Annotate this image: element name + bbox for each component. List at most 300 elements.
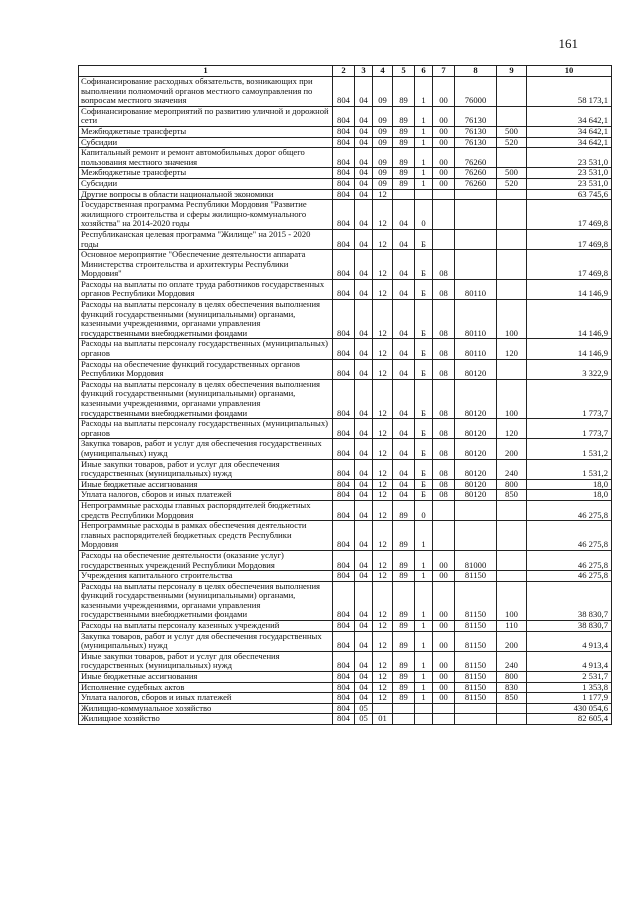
- cell-expense-type: [497, 550, 527, 570]
- cell-amount: 58 173,1: [527, 77, 612, 107]
- table-row: [79, 459, 612, 479]
- cell-amount: 63 745,6: [527, 189, 612, 200]
- cell-section: 04: [355, 479, 373, 490]
- cell-amount: 4 913,4: [527, 651, 612, 671]
- cell-expense-type: [497, 106, 527, 126]
- cell-subprogram: 1: [415, 571, 433, 582]
- cell-program: 89: [393, 168, 415, 179]
- cell-activity: 00: [433, 106, 455, 126]
- cell-section: 04: [355, 168, 373, 179]
- cell-subsection: 12: [373, 189, 393, 200]
- cell-name: Расходы на выплаты персоналу казенных учреждений: [79, 621, 333, 632]
- cell-name: Иные закупки товаров, работ и услуг для обеспечения государственных (муниципальных) нужд: [79, 459, 333, 479]
- cell-activity: 08: [433, 490, 455, 501]
- cell-expense-type: [497, 229, 527, 249]
- cell-program: 04: [393, 459, 415, 479]
- cell-program: 89: [393, 126, 415, 137]
- cell-admin-code: 804: [333, 703, 355, 714]
- cell-direction: [455, 189, 497, 200]
- cell-direction: [455, 200, 497, 230]
- cell-amount: 38 830,7: [527, 581, 612, 620]
- cell-expense-type: 100: [497, 300, 527, 339]
- cell-activity: [433, 229, 455, 249]
- table-row: [79, 229, 612, 249]
- cell-activity: [433, 189, 455, 200]
- table-row: [79, 714, 612, 725]
- cell-activity: 08: [433, 379, 455, 418]
- cell-subsection: 09: [373, 106, 393, 126]
- cell-subsection: 09: [373, 126, 393, 137]
- cell-admin-code: 804: [333, 439, 355, 459]
- cell-program: 04: [393, 479, 415, 490]
- cell-name: Государственная программа Республики Мордовия "Развитие жилищного строительства и сферы жилищно-коммунального хозяйства" на 2014-2020 годы: [79, 200, 333, 230]
- cell-subprogram: 1: [415, 77, 433, 107]
- cell-admin-code: 804: [333, 714, 355, 725]
- cell-subsection: 09: [373, 168, 393, 179]
- cell-subsection: 12: [373, 490, 393, 501]
- cell-subprogram: Б: [415, 379, 433, 418]
- header-cell: 4: [373, 66, 393, 77]
- table-row: [79, 621, 612, 632]
- cell-direction: 80120: [455, 490, 497, 501]
- cell-subsection: 12: [373, 651, 393, 671]
- cell-section: 04: [355, 682, 373, 693]
- cell-subsection: 12: [373, 439, 393, 459]
- cell-subsection: 12: [373, 419, 393, 439]
- cell-amount: 3 322,9: [527, 359, 612, 379]
- cell-section: 04: [355, 137, 373, 148]
- cell-activity: 08: [433, 279, 455, 299]
- table-row: [79, 500, 612, 520]
- cell-amount: 82 605,4: [527, 714, 612, 725]
- cell-amount: 17 469,8: [527, 229, 612, 249]
- cell-admin-code: 804: [333, 490, 355, 501]
- cell-subsection: 12: [373, 379, 393, 418]
- cell-admin-code: 804: [333, 682, 355, 693]
- cell-name: Капитальный ремонт и ремонт автомобильных дорог общего пользования местного значения: [79, 148, 333, 168]
- cell-subsection: 12: [373, 200, 393, 230]
- cell-section: 04: [355, 571, 373, 582]
- cell-section: 04: [355, 439, 373, 459]
- cell-section: 04: [355, 126, 373, 137]
- cell-direction: 80120: [455, 479, 497, 490]
- cell-subprogram: 1: [415, 631, 433, 651]
- cell-admin-code: 804: [333, 168, 355, 179]
- cell-subprogram: 1: [415, 168, 433, 179]
- cell-subprogram: Б: [415, 250, 433, 280]
- cell-program: 89: [393, 137, 415, 148]
- cell-name: Межбюджетные трансферты: [79, 126, 333, 137]
- cell-subsection: 12: [373, 229, 393, 249]
- cell-activity: 08: [433, 419, 455, 439]
- table-row: [79, 550, 612, 570]
- cell-admin-code: 804: [333, 631, 355, 651]
- header-row: [79, 66, 612, 77]
- cell-name: Непрограммные расходы в рамках обеспечения деятельности главных распорядителей бюджетных средств Республики Мордовия: [79, 521, 333, 551]
- cell-amount: 1 531,2: [527, 439, 612, 459]
- cell-subprogram: 1: [415, 106, 433, 126]
- cell-admin-code: 804: [333, 459, 355, 479]
- cell-direction: 81150: [455, 571, 497, 582]
- cell-subprogram: 1: [415, 521, 433, 551]
- header-cell: 3: [355, 66, 373, 77]
- table-row: [79, 178, 612, 189]
- cell-admin-code: 804: [333, 419, 355, 439]
- cell-program: 89: [393, 550, 415, 570]
- cell-name: Непрограммные расходы главных распорядителей бюджетных средств Республики Мордовия: [79, 500, 333, 520]
- cell-program: 89: [393, 521, 415, 551]
- cell-subprogram: Б: [415, 339, 433, 359]
- cell-direction: 80120: [455, 459, 497, 479]
- cell-subprogram: Б: [415, 459, 433, 479]
- cell-program: 04: [393, 419, 415, 439]
- cell-subsection: 01: [373, 714, 393, 725]
- cell-activity: 08: [433, 300, 455, 339]
- cell-program: [393, 703, 415, 714]
- cell-name: Расходы на обеспечение функций государственных органов Республики Мордовия: [79, 359, 333, 379]
- cell-expense-type: 800: [497, 479, 527, 490]
- cell-section: 04: [355, 189, 373, 200]
- cell-section: 04: [355, 77, 373, 107]
- cell-admin-code: 804: [333, 77, 355, 107]
- cell-section: 04: [355, 621, 373, 632]
- cell-admin-code: 804: [333, 359, 355, 379]
- cell-program: 04: [393, 439, 415, 459]
- cell-expense-type: 200: [497, 631, 527, 651]
- cell-expense-type: [497, 714, 527, 725]
- cell-admin-code: 804: [333, 300, 355, 339]
- budget-table-container: [78, 65, 611, 725]
- cell-direction: 80110: [455, 300, 497, 339]
- cell-section: 05: [355, 714, 373, 725]
- table-row: [79, 77, 612, 107]
- cell-activity: [433, 500, 455, 520]
- cell-subprogram: 0: [415, 200, 433, 230]
- cell-amount: 23 531,0: [527, 148, 612, 168]
- cell-admin-code: 804: [333, 550, 355, 570]
- cell-activity: 00: [433, 137, 455, 148]
- cell-name: Уплата налогов, сборов и иных платежей: [79, 490, 333, 501]
- cell-subsection: 09: [373, 178, 393, 189]
- cell-section: 04: [355, 693, 373, 704]
- cell-admin-code: 804: [333, 339, 355, 359]
- cell-expense-type: 830: [497, 682, 527, 693]
- cell-name: Республиканская целевая программа "Жилище" на 2015 - 2020 годы: [79, 229, 333, 249]
- cell-admin-code: 804: [333, 571, 355, 582]
- cell-subprogram: Б: [415, 279, 433, 299]
- cell-direction: [455, 521, 497, 551]
- cell-amount: 38 830,7: [527, 621, 612, 632]
- table-row: [79, 250, 612, 280]
- cell-section: 04: [355, 339, 373, 359]
- cell-program: 89: [393, 500, 415, 520]
- cell-subprogram: 1: [415, 550, 433, 570]
- cell-expense-type: [497, 500, 527, 520]
- cell-program: 89: [393, 178, 415, 189]
- cell-subsection: 12: [373, 339, 393, 359]
- cell-admin-code: 804: [333, 200, 355, 230]
- cell-subprogram: 1: [415, 651, 433, 671]
- cell-subprogram: 1: [415, 581, 433, 620]
- cell-direction: 76000: [455, 77, 497, 107]
- cell-subsection: 12: [373, 621, 393, 632]
- cell-section: 04: [355, 550, 373, 570]
- table-row: [79, 189, 612, 200]
- cell-subprogram: 1: [415, 126, 433, 137]
- cell-admin-code: 804: [333, 693, 355, 704]
- cell-section: 04: [355, 581, 373, 620]
- cell-direction: 81150: [455, 682, 497, 693]
- cell-expense-type: 240: [497, 459, 527, 479]
- table-row: [79, 682, 612, 693]
- cell-admin-code: 804: [333, 229, 355, 249]
- cell-direction: 80110: [455, 339, 497, 359]
- cell-admin-code: 804: [333, 126, 355, 137]
- cell-activity: 08: [433, 250, 455, 280]
- cell-activity: 00: [433, 168, 455, 179]
- cell-expense-type: [497, 521, 527, 551]
- cell-direction: 80110: [455, 279, 497, 299]
- cell-section: 04: [355, 300, 373, 339]
- cell-subprogram: Б: [415, 419, 433, 439]
- cell-subsection: 12: [373, 571, 393, 582]
- cell-direction: 81150: [455, 581, 497, 620]
- table-row: [79, 581, 612, 620]
- table-row: [79, 631, 612, 651]
- cell-name: Расходы на выплаты персоналу государственных (муниципальных) органов: [79, 339, 333, 359]
- cell-section: 04: [355, 459, 373, 479]
- cell-subprogram: Б: [415, 300, 433, 339]
- table-row: [79, 490, 612, 501]
- header-cell: 10: [527, 66, 612, 77]
- budget-table: [78, 65, 612, 725]
- cell-subprogram: 1: [415, 148, 433, 168]
- cell-direction: 81000: [455, 550, 497, 570]
- cell-activity: 00: [433, 651, 455, 671]
- cell-activity: 00: [433, 550, 455, 570]
- cell-amount: 23 531,0: [527, 178, 612, 189]
- table-row: [79, 419, 612, 439]
- cell-program: 04: [393, 300, 415, 339]
- cell-subsection: 12: [373, 693, 393, 704]
- cell-direction: [455, 500, 497, 520]
- cell-admin-code: 804: [333, 479, 355, 490]
- cell-admin-code: 804: [333, 651, 355, 671]
- cell-amount: 46 275,8: [527, 521, 612, 551]
- header-cell: 8: [455, 66, 497, 77]
- cell-activity: 00: [433, 621, 455, 632]
- cell-direction: 76130: [455, 137, 497, 148]
- cell-section: 04: [355, 631, 373, 651]
- cell-expense-type: 520: [497, 137, 527, 148]
- cell-amount: 46 275,8: [527, 500, 612, 520]
- table-row: [79, 126, 612, 137]
- cell-expense-type: 120: [497, 419, 527, 439]
- cell-amount: 14 146,9: [527, 279, 612, 299]
- cell-program: 89: [393, 148, 415, 168]
- cell-subsection: 12: [373, 672, 393, 683]
- cell-subprogram: Б: [415, 490, 433, 501]
- cell-amount: 1 353,8: [527, 682, 612, 693]
- cell-amount: 34 642,1: [527, 126, 612, 137]
- table-row: [79, 479, 612, 490]
- cell-subsection: 09: [373, 137, 393, 148]
- cell-admin-code: 804: [333, 189, 355, 200]
- cell-expense-type: 850: [497, 693, 527, 704]
- cell-name: Расходы на обеспечение деятельности (оказание услуг) государственных учреждений Республики Мордовия: [79, 550, 333, 570]
- cell-direction: 76130: [455, 106, 497, 126]
- cell-program: 89: [393, 693, 415, 704]
- cell-name: Расходы на выплаты персоналу в целях обеспечения выполнения функций государственными (муниципальными) органами, казенными учреждениями, органами управления государственными внебюджетными фондами: [79, 300, 333, 339]
- cell-program: 04: [393, 490, 415, 501]
- cell-name: Межбюджетные трансферты: [79, 168, 333, 179]
- cell-activity: 00: [433, 682, 455, 693]
- cell-section: 04: [355, 521, 373, 551]
- cell-admin-code: 804: [333, 581, 355, 620]
- cell-subsection: 12: [373, 682, 393, 693]
- cell-name: Иные закупки товаров, работ и услуг для обеспечения государственных (муниципальных) нужд: [79, 651, 333, 671]
- cell-section: 04: [355, 490, 373, 501]
- cell-admin-code: 804: [333, 379, 355, 418]
- cell-amount: 23 531,0: [527, 168, 612, 179]
- cell-program: 04: [393, 250, 415, 280]
- cell-section: 04: [355, 379, 373, 418]
- cell-expense-type: 500: [497, 168, 527, 179]
- header-cell: 6: [415, 66, 433, 77]
- header-cell: 2: [333, 66, 355, 77]
- cell-subprogram: [415, 189, 433, 200]
- cell-name: Жилищное хозяйство: [79, 714, 333, 725]
- cell-subprogram: [415, 703, 433, 714]
- cell-subsection: 09: [373, 148, 393, 168]
- cell-section: 04: [355, 200, 373, 230]
- cell-name: Закупка товаров, работ и услуг для обеспечения государственных (муниципальных) нужд: [79, 439, 333, 459]
- cell-activity: [433, 521, 455, 551]
- cell-expense-type: 850: [497, 490, 527, 501]
- cell-section: 04: [355, 106, 373, 126]
- cell-activity: 00: [433, 178, 455, 189]
- cell-direction: [455, 229, 497, 249]
- cell-program: 89: [393, 621, 415, 632]
- table-row: [79, 359, 612, 379]
- cell-section: 04: [355, 500, 373, 520]
- cell-name: Расходы на выплаты по оплате труда работников государственных органов Республики Мордовия: [79, 279, 333, 299]
- cell-program: 04: [393, 379, 415, 418]
- cell-direction: 76260: [455, 148, 497, 168]
- cell-subsection: 12: [373, 500, 393, 520]
- cell-amount: 17 469,8: [527, 200, 612, 230]
- cell-admin-code: 804: [333, 521, 355, 551]
- cell-admin-code: 804: [333, 178, 355, 189]
- cell-name: Расходы на выплаты персоналу государственных (муниципальных) органов: [79, 419, 333, 439]
- cell-program: 04: [393, 229, 415, 249]
- table-row: [79, 168, 612, 179]
- cell-subprogram: 1: [415, 693, 433, 704]
- table-row: [79, 439, 612, 459]
- cell-program: [393, 714, 415, 725]
- cell-activity: [433, 200, 455, 230]
- cell-amount: 46 275,8: [527, 571, 612, 582]
- cell-subprogram: 1: [415, 621, 433, 632]
- cell-program: 04: [393, 200, 415, 230]
- cell-subprogram: 1: [415, 682, 433, 693]
- cell-activity: 08: [433, 439, 455, 459]
- cell-section: 04: [355, 419, 373, 439]
- cell-expense-type: 200: [497, 439, 527, 459]
- table-row: [79, 672, 612, 683]
- cell-program: 04: [393, 359, 415, 379]
- cell-subsection: 09: [373, 77, 393, 107]
- cell-direction: 80120: [455, 379, 497, 418]
- cell-direction: 81150: [455, 631, 497, 651]
- cell-activity: 08: [433, 479, 455, 490]
- cell-amount: 2 531,7: [527, 672, 612, 683]
- cell-program: 89: [393, 581, 415, 620]
- cell-expense-type: 100: [497, 379, 527, 418]
- cell-subsection: [373, 703, 393, 714]
- cell-section: 05: [355, 703, 373, 714]
- cell-subprogram: 1: [415, 137, 433, 148]
- cell-activity: 00: [433, 148, 455, 168]
- cell-name: Расходы на выплаты персоналу в целях обеспечения выполнения функций государственными (муниципальными) органами, казенными учреждениями, органами управления государственными внебюджетными фондами: [79, 379, 333, 418]
- header-cell: 7: [433, 66, 455, 77]
- cell-amount: 14 146,9: [527, 300, 612, 339]
- cell-subsection: 12: [373, 550, 393, 570]
- cell-amount: 430 054,6: [527, 703, 612, 714]
- cell-expense-type: [497, 77, 527, 107]
- cell-expense-type: 520: [497, 178, 527, 189]
- cell-activity: 08: [433, 459, 455, 479]
- cell-section: 04: [355, 672, 373, 683]
- cell-admin-code: 804: [333, 137, 355, 148]
- cell-expense-type: [497, 189, 527, 200]
- header-cell: 9: [497, 66, 527, 77]
- cell-section: 04: [355, 359, 373, 379]
- cell-expense-type: [497, 359, 527, 379]
- cell-subprogram: [415, 714, 433, 725]
- header-cell: 1: [79, 66, 333, 77]
- cell-subsection: 12: [373, 479, 393, 490]
- cell-admin-code: 804: [333, 148, 355, 168]
- cell-name: Уплата налогов, сборов и иных платежей: [79, 693, 333, 704]
- cell-program: 89: [393, 571, 415, 582]
- cell-name: Другие вопросы в области национальной экономики: [79, 189, 333, 200]
- table-row: [79, 200, 612, 230]
- table-row: [79, 279, 612, 299]
- cell-activity: 00: [433, 693, 455, 704]
- cell-name: Жилищно-коммунальное хозяйство: [79, 703, 333, 714]
- cell-direction: 76260: [455, 168, 497, 179]
- cell-subprogram: 1: [415, 178, 433, 189]
- cell-direction: 80120: [455, 439, 497, 459]
- cell-amount: 34 642,1: [527, 137, 612, 148]
- cell-activity: 00: [433, 672, 455, 683]
- cell-section: 04: [355, 279, 373, 299]
- cell-activity: 00: [433, 581, 455, 620]
- cell-amount: 14 146,9: [527, 339, 612, 359]
- cell-admin-code: 804: [333, 106, 355, 126]
- table-row: [79, 106, 612, 126]
- table-row: [79, 571, 612, 582]
- cell-subsection: 12: [373, 300, 393, 339]
- cell-subsection: 12: [373, 631, 393, 651]
- cell-expense-type: [497, 571, 527, 582]
- cell-amount: 1 773,7: [527, 419, 612, 439]
- cell-subsection: 12: [373, 250, 393, 280]
- cell-direction: 81150: [455, 672, 497, 683]
- cell-subprogram: Б: [415, 439, 433, 459]
- cell-expense-type: 120: [497, 339, 527, 359]
